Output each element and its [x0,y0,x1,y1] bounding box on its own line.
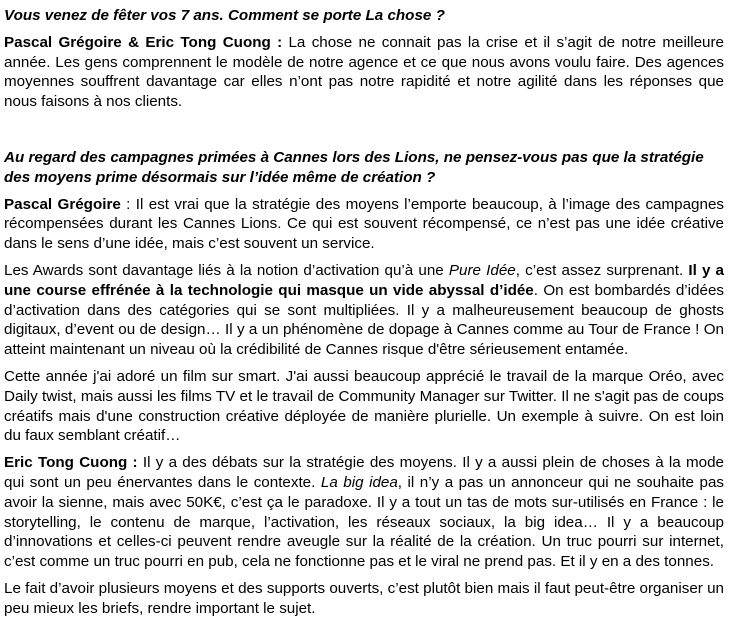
italic-phrase: La big idea [320,473,398,491]
bold-phrase: Il y a une course effrénée à la technologie qui masque un vide abyssal d’idée [4,261,724,299]
answer-text: . On est bombardés d’idées d’activation dans des catégories qui se sont multipliées. Il y a malheureusement beaucoup de ghosts digitaux, d’event ou de design… Il y a un phénomène de dopage à Cannes comme au Tour de France ! On atteint maintenant un niveau où la crédibilité de Cannes risque d'être sérieusement entamée. [4,281,724,359]
answer-text: , c’est assez surprenant. [515,261,689,279]
answer-text: Il y a des débats sur la stratégie des moyens. Il y a aussi plein de choses à la mode qui sont un peu énervantes dans le contexte. [4,454,724,491]
answer-text: , il n’y a pas un annonceur qui ne souhaite pas avoir la sienne, mais avec 50K€, c’est ça le paradoxe. Il y a tout un tas de mots sur-utilisés en France : le storytelling, le contenu de marque, l’activation, les réseaux sociaux, la big idea… Il y a beaucoup d’innovations et celles-ci peuvent rendre aveugle sur la réalité de la création. Un truc pourri sur internet, c’est comme un truc pourri en pub, cela ne fonctionne pas et le viral ne prend pas. Et il y en a des tonnes. [4,473,724,571]
speaker-name: Pascal Grégoire [4,195,121,213]
answer-paragraph [4,33,724,112]
answer-paragraph [4,195,724,254]
answer-paragraph: Le fait d’avoir plusieurs moyens et des supports ouverts, c’est plutôt bien mais il faut peut-être organiser un peu mieux les briefs, rendre important le sujet. [4,579,724,617]
question-heading: Vous venez de fêter vos 7 ans. Comment se porte La chose ? [4,7,445,24]
answer-paragraph [4,261,724,360]
answer-paragraph [4,453,724,572]
answer-paragraph: Cette année j'ai adoré un film sur smart. J'ai aussi beaucoup apprécié le travail de la marque Oréo, avec Daily twist, mais aussi les films TV et le travail de Community Manager sur Twitter. Il ne s'agit pas de coups créatifs mais d'une construction créative déployée de manière plurielle. Un exemple à suivre. On est loin du faux semblant créatif… [4,367,724,445]
speaker-name: Pascal Grégoire & Eric Tong Cuong : [4,33,283,51]
italic-phrase: Pure Idée [448,261,516,279]
question-heading: Au regard des campagnes primées à Cannes lors des Lions, ne pensez-vous pas que la stratégie des moyens prime désormais sur l’idée même de création ? [4,148,704,186]
speaker-name: Eric Tong Cuong : [4,454,138,472]
answer-text: : Il est vrai que la stratégie des moyens l’emporte beaucoup, à l’image des campagnes récompensées durant les Cannes Lions. Ce qui est souvent récompensé, ce n’est pas une idée créative dans le sens d’une idée, mais c’est souvent un service. [4,195,724,253]
answer-text: La chose ne connait pas la crise et il s’agit de notre meilleure année. Les gens comprennent le modèle de notre agence et ce que nous avons voulu faire. Des agences moyennes souffrent davantage car elles n’ont pas notre rapidité et notre agilité dans les réponses que nous faisons à nos clients. [4,33,724,111]
section-spacer [4,119,724,148]
answer-text: Les Awards sont davantage liés à la notion d’activation qu’à une [4,261,449,279]
